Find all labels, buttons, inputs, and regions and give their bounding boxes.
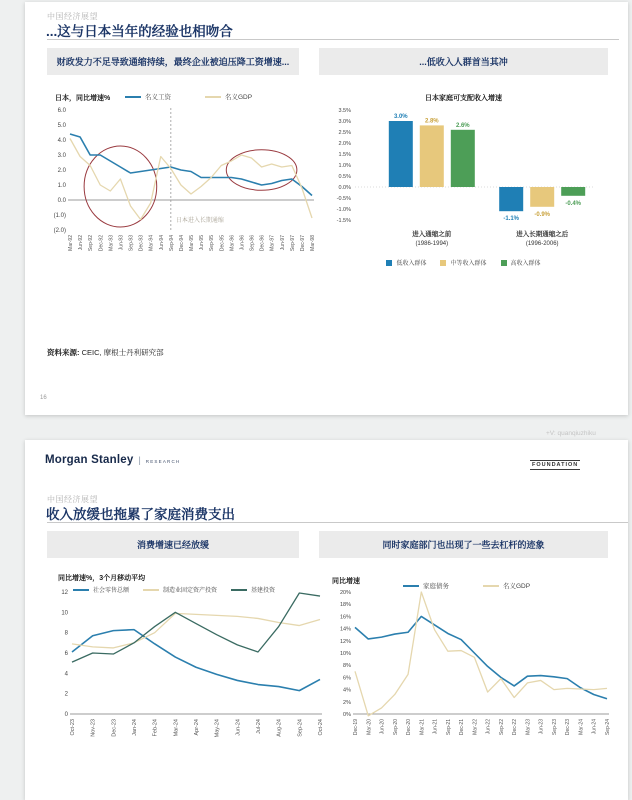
svg-text:2.0: 2.0 [57, 168, 66, 174]
panel-header-left: 消费增速已经放缓 [47, 531, 299, 558]
svg-text:进入长期通缩之后: 进入长期通缩之后 [516, 231, 569, 238]
svg-text:4%: 4% [343, 687, 351, 694]
svg-text:(1986-1994): (1986-1994) [415, 241, 449, 247]
svg-text:Sep-96: Sep-96 [249, 235, 256, 252]
legend-swatch [386, 260, 392, 266]
morgan-stanley-logo [45, 454, 180, 466]
svg-text:2%: 2% [343, 699, 351, 706]
chart-unit-label: 同比增速%，3个月移动平均 [58, 575, 146, 582]
bar-chart-legend [319, 258, 608, 267]
svg-text:Mar-94: Mar-94 [148, 235, 155, 251]
svg-text:10%: 10% [339, 651, 351, 657]
svg-text:-0.4%: -0.4% [565, 200, 582, 207]
legend-swatch [125, 96, 141, 98]
svg-text:0.5%: 0.5% [338, 174, 351, 180]
svg-text:20%: 20% [339, 590, 351, 596]
svg-text:-0.9%: -0.9% [534, 211, 551, 218]
legend-swatch [501, 260, 507, 266]
svg-text:5.0: 5.0 [57, 123, 66, 129]
svg-text:Sep-21: Sep-21 [445, 719, 452, 736]
svg-text:Mar-98: Mar-98 [310, 235, 316, 251]
legend-label: 制造业固定资产投资 [163, 588, 218, 594]
japan-income-bar-chart [325, 102, 605, 252]
svg-text:Jun-24: Jun-24 [591, 719, 598, 735]
svg-text:Dec-95: Dec-95 [219, 235, 226, 252]
svg-text:3.0%: 3.0% [338, 119, 351, 125]
svg-text:2.8%: 2.8% [424, 118, 439, 125]
svg-text:14%: 14% [339, 626, 351, 633]
japan-wages-gdp-chart [50, 102, 322, 274]
watermark-text: +V: quanqiuzhiku [546, 430, 596, 437]
page-title: ...这与日本当年的经验也相吻合 [46, 24, 233, 39]
source-text: CEIC, 摩根士丹利研究部 [79, 348, 164, 357]
household-debt-chart [330, 580, 615, 752]
svg-text:Mar-97: Mar-97 [269, 235, 276, 251]
page-number: 16 [40, 395, 47, 401]
svg-text:2: 2 [64, 691, 68, 698]
legend-swatch [440, 260, 446, 266]
svg-text:Sep-22: Sep-22 [498, 719, 505, 736]
svg-text:Jun-92: Jun-92 [78, 235, 85, 251]
svg-text:Jun-24: Jun-24 [235, 719, 242, 736]
svg-text:8: 8 [64, 630, 68, 637]
svg-text:Jun-23: Jun-23 [538, 719, 545, 735]
legend-item [205, 92, 252, 101]
svg-text:Feb-24: Feb-24 [152, 719, 159, 737]
svg-text:6%: 6% [343, 675, 351, 682]
chart-unit-label: 同比增速 [332, 578, 360, 585]
legend-item [125, 92, 171, 101]
svg-text:3.0%: 3.0% [393, 114, 408, 120]
svg-text:Dec-96: Dec-96 [259, 235, 266, 252]
slide-eyebrow: 中国经济展望 [47, 12, 98, 21]
svg-text:Sep-23: Sep-23 [551, 719, 558, 736]
svg-text:Jun-94: Jun-94 [158, 235, 165, 251]
svg-text:Sep-24: Sep-24 [297, 719, 304, 737]
legend-label: 高收入群体 [510, 261, 541, 267]
legend-item [386, 258, 426, 267]
svg-text:Mar-23: Mar-23 [525, 719, 532, 735]
svg-text:Dec-23: Dec-23 [111, 719, 118, 737]
svg-text:18%: 18% [339, 602, 351, 609]
legend-label: 低收入群体 [396, 261, 427, 267]
svg-text:1.0%: 1.0% [338, 163, 351, 169]
legend-swatch [205, 96, 221, 98]
legend-label: 名义GDP [225, 94, 253, 101]
svg-text:Dec-97: Dec-97 [299, 235, 306, 252]
svg-text:(1.0): (1.0) [53, 213, 66, 219]
page-title: 收入放缓也拖累了家庭消费支出 [46, 507, 235, 522]
svg-text:10: 10 [61, 610, 68, 617]
slide-japan-experience [25, 2, 628, 415]
svg-text:Jun-97: Jun-97 [279, 235, 286, 251]
source-label: 资料来源: [47, 348, 80, 357]
svg-text:3.0: 3.0 [57, 153, 66, 159]
svg-text:Nov-23: Nov-23 [90, 719, 97, 737]
svg-text:Oct-24: Oct-24 [318, 719, 324, 736]
svg-text:Dec-22: Dec-22 [512, 719, 519, 736]
svg-text:进入通缩之前: 进入通缩之前 [412, 231, 452, 238]
panel-header-right: 同时家庭部门也出现了一些去杠杆的迹象 [319, 531, 608, 558]
chart-unit-label: 日本，同比增速% [55, 95, 111, 102]
svg-text:Mar-24: Mar-24 [173, 719, 180, 737]
legend-item [440, 258, 486, 267]
svg-text:3.5%: 3.5% [338, 108, 351, 114]
svg-text:Jun-20: Jun-20 [379, 719, 386, 735]
svg-text:2.0%: 2.0% [338, 141, 351, 147]
svg-text:Sep-93: Sep-93 [128, 235, 135, 252]
svg-text:6: 6 [64, 651, 68, 657]
svg-text:Sep-97: Sep-97 [289, 234, 296, 252]
legend-label: 名义GDP [503, 583, 531, 590]
slide-eyebrow: 中国经济展望 [47, 495, 98, 504]
svg-text:May-24: May-24 [214, 719, 221, 738]
svg-text:Mar-96: Mar-96 [229, 235, 236, 251]
svg-text:4: 4 [64, 671, 68, 678]
svg-text:-0.5%: -0.5% [336, 196, 351, 202]
svg-text:0.0: 0.0 [57, 198, 66, 204]
legend-label: 社会零售总额 [93, 588, 130, 594]
svg-text:16%: 16% [339, 614, 351, 621]
svg-text:0.0%: 0.0% [338, 185, 351, 191]
svg-text:Oct-23: Oct-23 [70, 719, 76, 736]
svg-text:Jun-95: Jun-95 [199, 235, 206, 251]
svg-text:日本进入长期通缩: 日本进入长期通缩 [175, 218, 224, 224]
svg-text:Aug-24: Aug-24 [276, 719, 283, 737]
svg-text:4.0: 4.0 [57, 138, 66, 144]
logo-division: RESEARCH [145, 459, 181, 464]
svg-text:0%: 0% [343, 712, 351, 718]
svg-text:Mar-92: Mar-92 [68, 235, 74, 251]
svg-text:Sep-95: Sep-95 [209, 235, 216, 252]
legend-item [501, 258, 541, 267]
svg-text:Jun-22: Jun-22 [485, 719, 492, 735]
legend-label: 基建投资 [251, 588, 276, 594]
svg-text:Jun-93: Jun-93 [118, 235, 125, 251]
svg-text:Mar-22: Mar-22 [472, 719, 479, 735]
consumption-lines-chart [50, 580, 330, 752]
svg-text:Sep-24: Sep-24 [605, 719, 611, 736]
svg-text:0: 0 [64, 712, 68, 718]
svg-text:Dec-94: Dec-94 [178, 235, 185, 252]
svg-text:Dec-20: Dec-20 [406, 719, 413, 736]
svg-text:Jan-24: Jan-24 [132, 719, 138, 736]
title-divider [47, 39, 619, 40]
panel-header-left: 财政发力不足导致通缩持续，最终企业被迫压降工资增速... [47, 48, 299, 75]
svg-text:Apr-24: Apr-24 [194, 719, 200, 736]
svg-text:1.5%: 1.5% [338, 152, 351, 158]
svg-text:Dec-19: Dec-19 [353, 719, 359, 736]
svg-text:-1.1%: -1.1% [503, 216, 520, 223]
svg-text:12%: 12% [339, 638, 351, 645]
svg-text:12: 12 [61, 590, 68, 596]
svg-text:8%: 8% [343, 663, 351, 670]
svg-text:Mar-95: Mar-95 [189, 235, 195, 251]
svg-text:Mar-21: Mar-21 [419, 719, 426, 735]
svg-text:Dec-23: Dec-23 [565, 719, 572, 736]
foundation-stamp: FOUNDATION [532, 462, 579, 468]
chart-legend [125, 92, 252, 101]
svg-text:2.5%: 2.5% [338, 130, 351, 136]
svg-text:Dec-92: Dec-92 [98, 235, 105, 252]
legend-label: 家庭债务 [423, 583, 449, 590]
svg-text:(2.0): (2.0) [53, 228, 66, 234]
title-divider [47, 522, 628, 523]
svg-text:Mar-24: Mar-24 [578, 719, 585, 735]
svg-text:Sep-20: Sep-20 [392, 719, 399, 736]
svg-text:Jul-24: Jul-24 [256, 719, 262, 734]
svg-text:Jun-21: Jun-21 [432, 719, 439, 735]
svg-text:Mar-20: Mar-20 [366, 719, 373, 735]
logo-brand: Morgan Stanley [45, 454, 134, 466]
bar-chart-title: 日本家庭可支配收入增速 [425, 95, 502, 102]
logo-divider: | [138, 455, 141, 465]
svg-text:(1996-2006): (1996-2006) [525, 241, 559, 247]
svg-text:-1.5%: -1.5% [336, 218, 351, 224]
svg-text:Dec-93: Dec-93 [138, 235, 145, 252]
source-note [47, 347, 164, 358]
svg-text:Sep-92: Sep-92 [88, 235, 95, 252]
svg-text:2.6%: 2.6% [455, 122, 470, 129]
svg-text:Sep-94: Sep-94 [168, 235, 175, 252]
svg-text:1.0: 1.0 [57, 183, 66, 189]
panel-header-right: ...低收入人群首当其冲 [319, 48, 608, 75]
svg-text:Dec-21: Dec-21 [459, 719, 466, 736]
svg-text:6.0: 6.0 [57, 108, 66, 114]
legend-label: 名义工资 [145, 94, 171, 101]
slide-consumption [25, 440, 628, 800]
legend-label: 中等收入群体 [450, 261, 487, 267]
svg-text:-1.0%: -1.0% [336, 207, 351, 213]
svg-text:Jun-96: Jun-96 [239, 235, 246, 251]
svg-text:Mar-93: Mar-93 [108, 235, 115, 251]
